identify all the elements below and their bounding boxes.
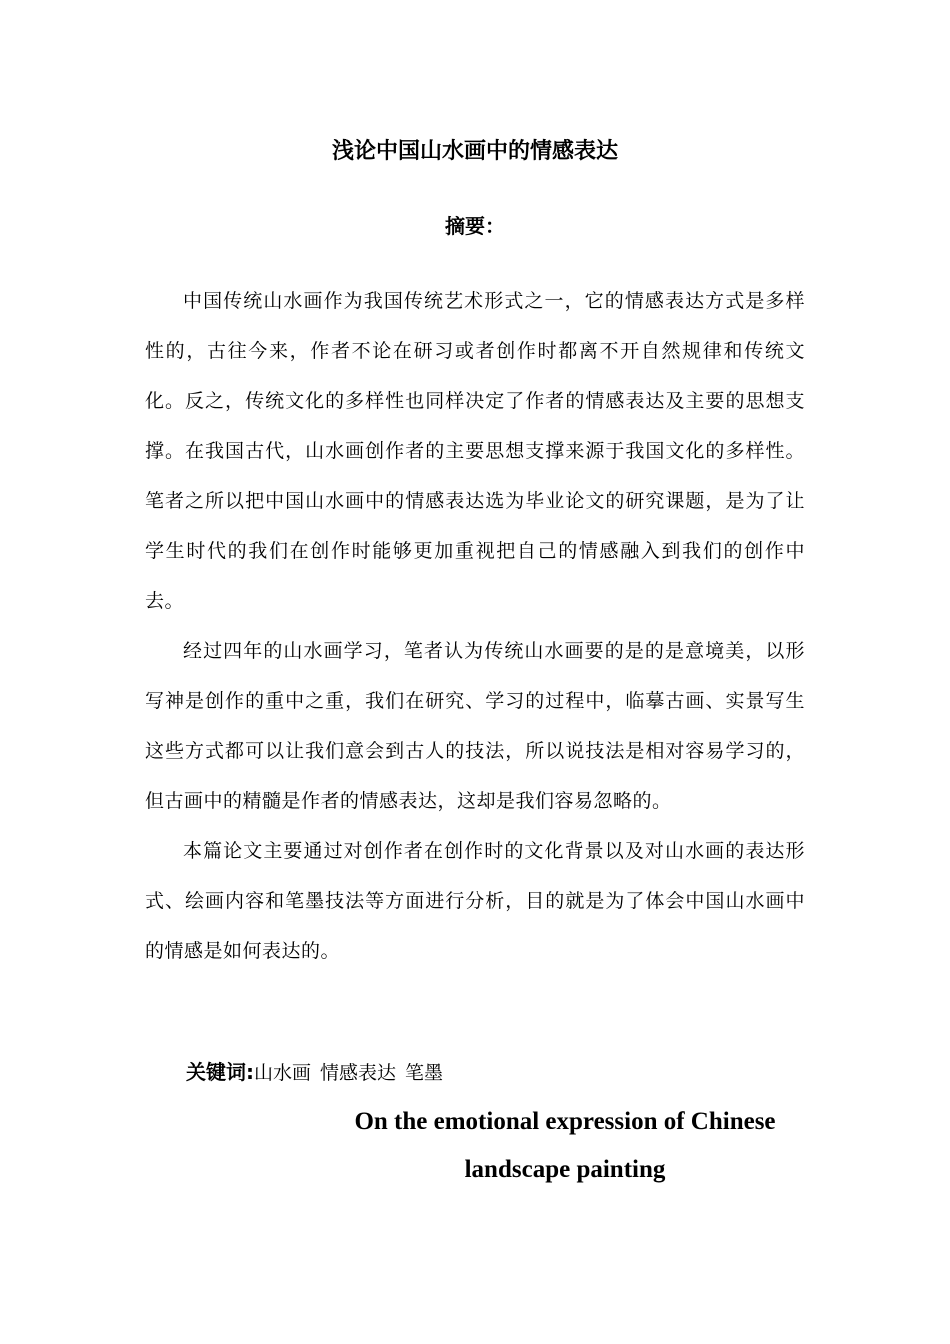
page-title: 浅论中国山水画中的情感表达 [331, 139, 618, 164]
keywords-label: 关键词: [186, 1060, 254, 1084]
english-title-line-2: landscape painting [464, 1156, 666, 1183]
abstract-paragraph-1: 中国传统山水画作为我国传统艺术形式之一，它的情感表达方式是多样性的，古往今来，作者不论在研习或者创作时都离不开自然规律和传统文化。反之，传统文化的多样性也同样决定了作者的情感表达及主要的思想支撑。在我国古代，山水画创作者的主要思想支撑来源于我国文化的多样性。笔者之所以把中国山水画中的情感表达选为毕业论文的研究课题，是为了让学生时代的我们在创作时能够更加重视把自己的情感融入到我们的创作中去。 [145, 290, 805, 612]
keyword-item: 笔墨 [405, 1062, 444, 1084]
abstract-body [145, 276, 805, 976]
english-title [300, 1098, 830, 1194]
english-title-line-1: On the emotional expression of Chinese [354, 1108, 776, 1135]
keywords-line [186, 1052, 452, 1093]
abstract-paragraph-2: 经过四年的山水画学习，笔者认为传统山水画要的是的是意境美，以形写神是创作的重中之重，我们在研究、学习的过程中，临摹古画、实景写生这些方式都可以让我们意会到古人的技法，所以说技法是相对容易学习的，但古画中的精髓是作者的情感表达，这却是我们容易忽略的。 [145, 640, 805, 812]
abstract-paragraph-3: 本篇论文主要通过对创作者在创作时的文化背景以及对山水画的表达形式、绘画内容和笔墨技法等方面进行分析，目的就是为了体会中国山水画中的情感是如何表达的。 [145, 840, 805, 962]
keyword-item: 山水画 [254, 1062, 312, 1084]
abstract-heading: 摘要： [445, 214, 505, 238]
keyword-item: 情感表达 [320, 1062, 397, 1084]
